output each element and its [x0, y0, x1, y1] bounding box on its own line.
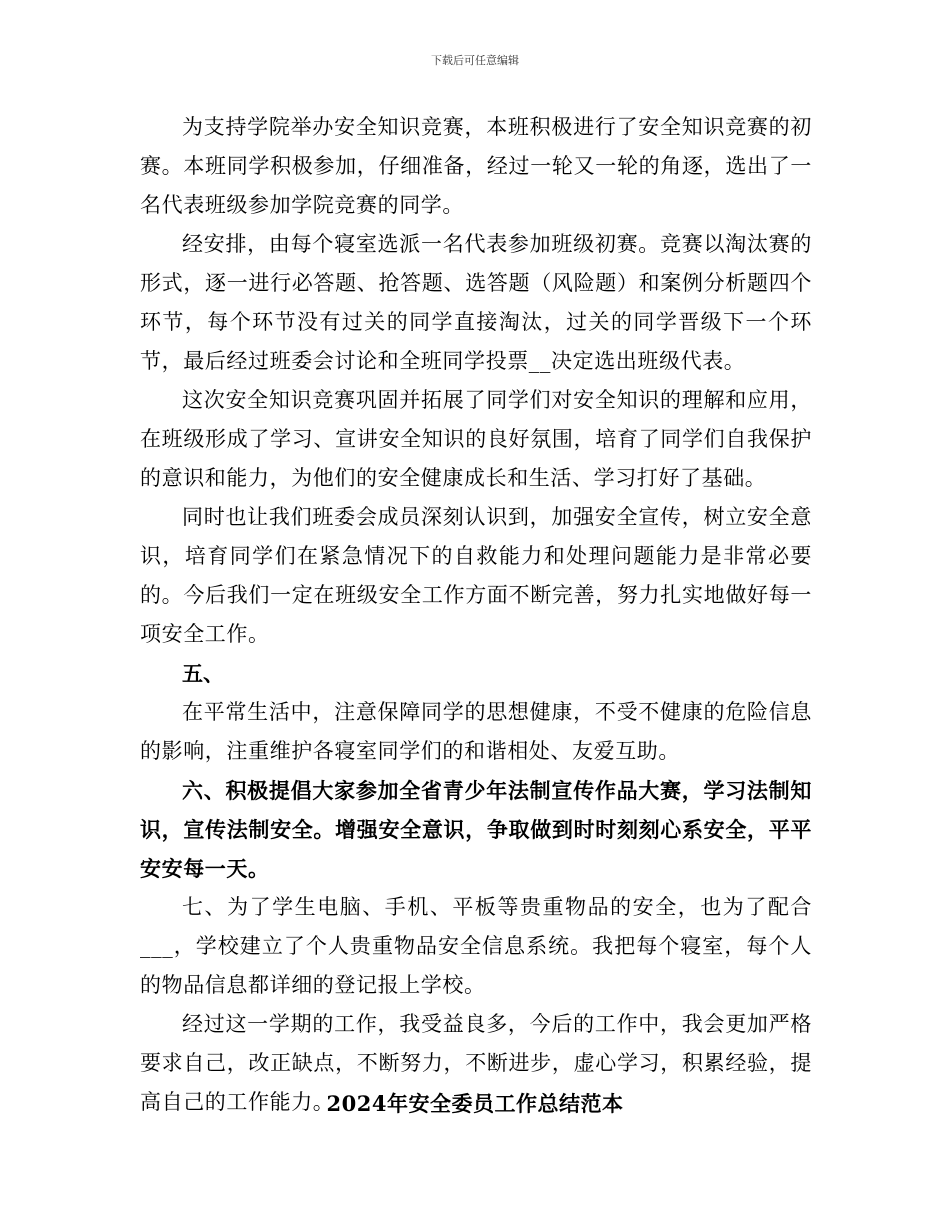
section-five-text: 在平常生活中，注意保障同学的思想健康，不受不健康的危险信息的影响，注重维护各寝室同学们的和谐相处、友爱互助。	[140, 700, 812, 763]
next-document-title: 2024年安全委员工作总结范本	[326, 1091, 624, 1116]
page-header: 下载后可任意编辑	[431, 54, 519, 67]
section-seven-text: 七、为了学生电脑、手机、平板等贵重物品的安全，也为了配合___，学校建立了个人贵重物品安全信息系统。我把每个寝室，每个人的物品信息都详细的登记报上学校。	[140, 895, 812, 997]
document-body	[140, 108, 812, 1122]
paragraph-competition-format: 经安排，由每个寝室选派一名代表参加班级初赛。竞赛以淘汰赛的形式，逐一进行必答题、抢答题、选答题（风险题）和案例分析题四个环节，每个环节没有过关的同学直接淘汰，过关的同学晋级下一个环节，最后经过班委会讨论和全班同学投票__决定选出班级代表。	[140, 232, 812, 373]
section-six-text: 六、积极提倡大家参加全省青少年法制宣传作品大赛，学习法制知识，宣传法制安全。增强安全意识，争取做到时时刻刻心系安全，平平安安每一天。	[140, 778, 812, 881]
paragraph-competition-effect: 这次安全知识竞赛巩固并拓展了同学们对安全知识的理解和应用，在班级形成了学习、宣讲安全知识的良好氛围，培育了同学们自我保护的意识和能力，为他们的安全健康成长和生活、学习打好了基础。	[140, 388, 812, 490]
section-five-heading: 五、	[182, 661, 224, 686]
paragraph-competition-intro: 为支持学院举办安全知识竞赛，本班积极进行了安全知识竞赛的初赛。本班同学积极参加，仔细准备，经过一轮又一轮的角逐，选出了一名代表班级参加学院竞赛的同学。	[140, 115, 812, 217]
paragraph-committee-reflection: 同时也让我们班委会成员深刻认识到，加强安全宣传，树立安全意识，培育同学们在紧急情况下的自救能力和处理问题能力是非常必要的。今后我们一定在班级安全工作方面不断完善，努力扎实地做好每一项安全工作。	[140, 505, 812, 646]
closing-paragraph: 经过这一学期的工作，我受益良多，今后的工作中，我会更加严格要求自己，改正缺点，不断努力，不断进步，虚心学习，积累经验，提高自己的工作能力。	[140, 1012, 812, 1114]
